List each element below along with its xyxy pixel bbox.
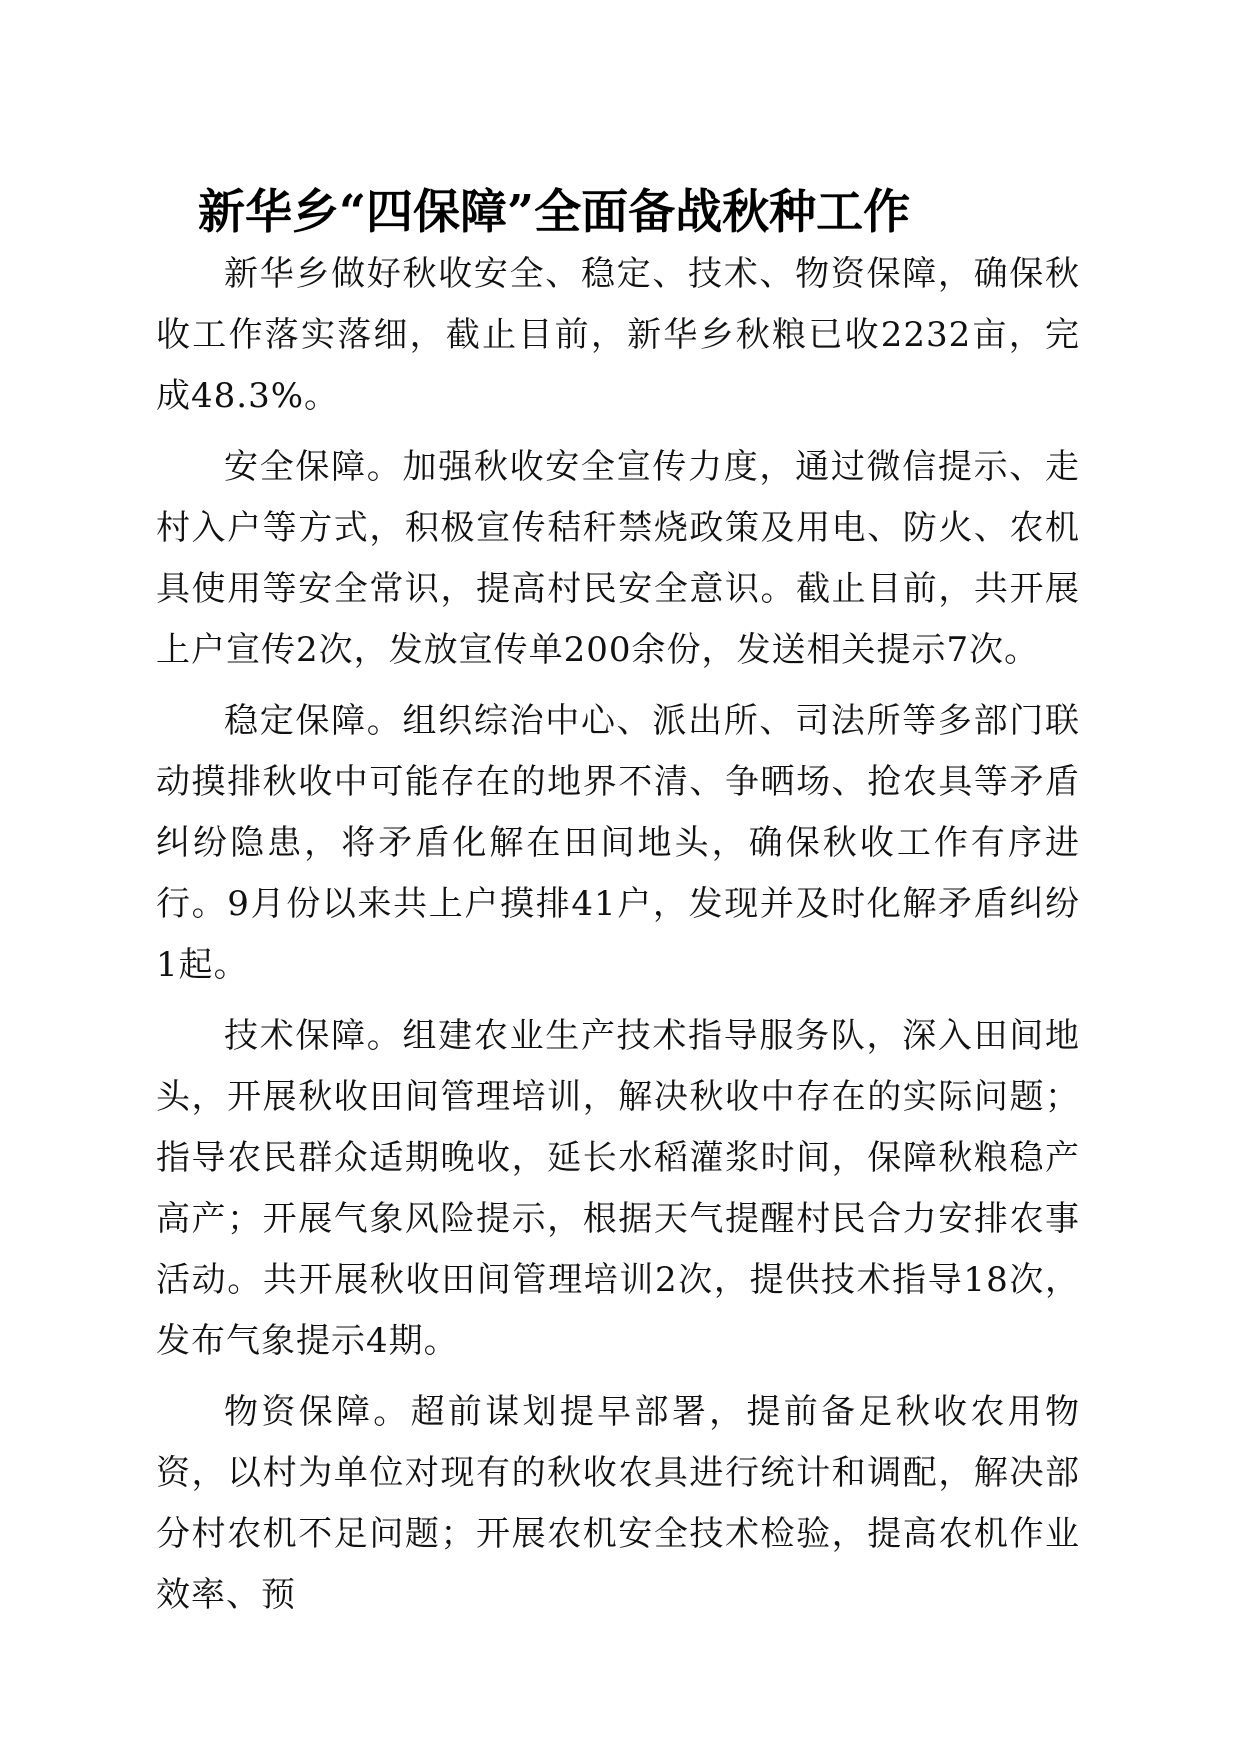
document-body [156, 244, 1080, 1636]
paragraph-technology: 技术保障。组建农业生产技术指导服务队，深入田间地头，开展秋收田间管理培训，解决秋收中存在的实际问题；指导农民群众适期晚收，延长水稻灌浆时间，保障秋粮稳产高产；开展气象风险提示，根据天气提醒村民合力安排农事活动。共开展秋收田间管理培训2次，提供技术指导18次，发布气象提示4期。 [156, 1016, 1080, 1361]
paragraph-safety: 安全保障。加强秋收安全宣传力度，通过微信提示、走村入户等方式，积极宣传秸秆禁烧政策及用电、防火、农机具使用等安全常识，提高村民安全意识。截止目前，共开展上户宣传2次，发放宣传单200余份，发送相关提示7次。 [156, 447, 1080, 670]
paragraph-stability: 稳定保障。组织综治中心、派出所、司法所等多部门联动摸排秋收中可能存在的地界不清、争晒场、抢农具等矛盾纠纷隐患，将矛盾化解在田间地头，确保秋收工作有序进行。9月份以来共上户摸排41户，发现并及时化解矛盾纠纷1起。 [156, 701, 1080, 985]
paragraph-materials: 物资保障。超前谋划提早部署，提前备足秋收农用物资，以村为单位对现有的秋收农具进行统计和调配，解决部分村农机不足问题；开展农机安全技术检验，提高农机作业效率、预 [156, 1392, 1080, 1615]
document-title: 新华乡“四保障”全面备战秋种工作 [198, 185, 911, 240]
paragraph-intro: 新华乡做好秋收安全、稳定、技术、物资保障，确保秋收工作落实落细，截止目前，新华乡秋粮已收2232亩，完成48.3%。 [156, 254, 1080, 416]
